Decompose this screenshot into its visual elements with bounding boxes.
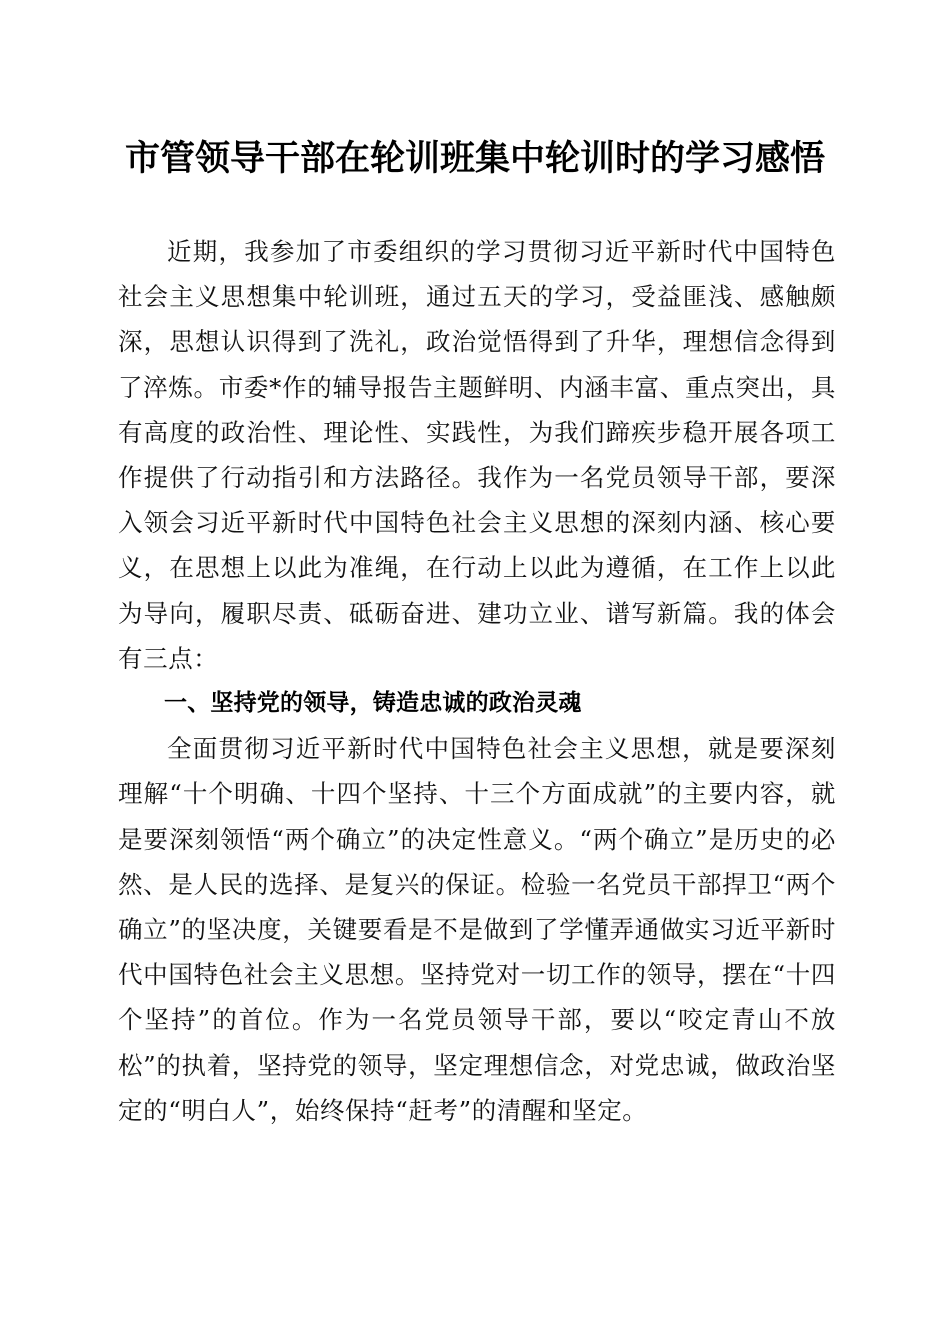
document-body [118, 229, 836, 1133]
section-heading-1: 一、坚持党的领导，铸造忠诚的政治灵魂 [164, 690, 582, 717]
document-title: 市管领导干部在轮训班集中轮训时的学习感悟 [124, 138, 825, 179]
intro-paragraph: 近期，我参加了市委组织的学习贯彻习近平新时代中国特色社会主义思想集中轮训班，通过五天的学习，受益匪浅、感触颇深，思想认识得到了洗礼，政治觉悟得到了升华，理想信念得到了淬炼。市委*作的辅导报告主题鲜明、内涵丰富、重点突出，具有高度的政治性、理论性、实践性，为我们蹄疾步稳开展各项工作提供了行动指引和方法路径。我作为一名党员领导干部，要深入领会习近平新时代中国特色社会主义思想的深刻内涵、核心要义，在思想上以此为准绳，在行动上以此为遵循，在工作上以此为导向，履职尽责、砥砺奋进、建功立业、谱写新篇。我的体会有三点： [118, 237, 836, 673]
section-1-paragraph: 全面贯彻习近平新时代中国特色社会主义思想，就是要深刻理解“十个明确、十四个坚持、十三个方面成就”的主要内容，就是要深刻领悟“两个确立”的决定性意义。“两个确立”是历史的必然、是人民的选择、是复兴的保证。检验一名党员干部捍卫“两个确立”的坚决度，关键要看是不是做到了学懂弄通做实习近平新时代中国特色社会主义思想。坚持党对一切工作的领导，摆在“十四个坚持”的首位。作为一名党员领导干部，要以“咬定青山不放松”的执着，坚持党的领导，坚定理想信念，对党忠诚，做政治坚定的“明白人”，始终保持“赶考”的清醒和坚定。 [118, 734, 836, 1125]
